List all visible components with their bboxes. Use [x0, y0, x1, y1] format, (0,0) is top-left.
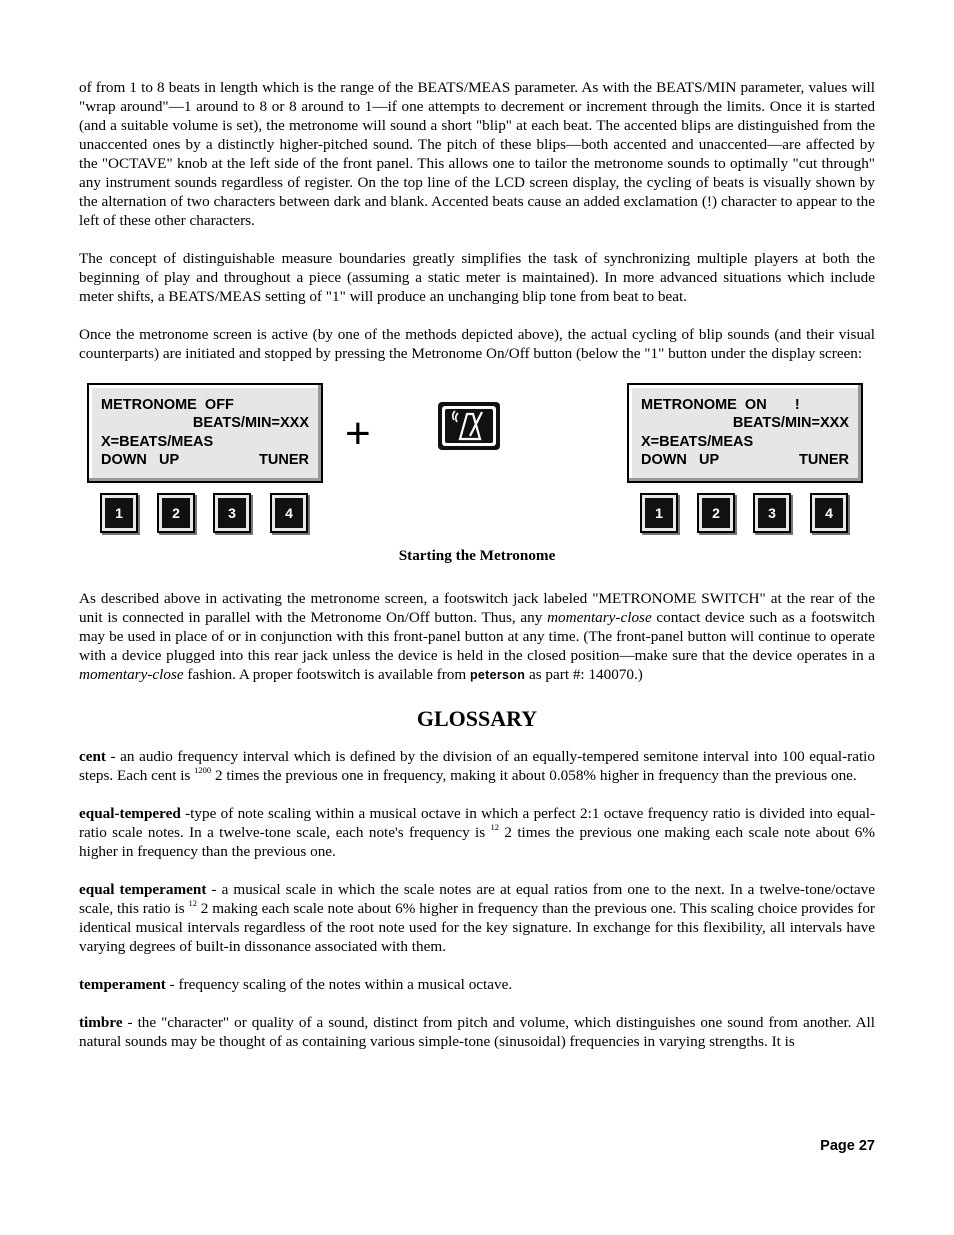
figure-caption: Starting the Metronome	[398, 547, 556, 564]
key-label: 1	[115, 505, 123, 521]
key-3-button[interactable]	[753, 493, 791, 533]
text-run: -type of note scaling within a musical octave in which a perfect 2:1 octave frequency ratio is divided into equal-ratio scale notes. In a twelve-tone scale, each note's frequency is	[79, 805, 875, 841]
text-run: as part #: 140070.)	[525, 666, 643, 683]
lcd-line-1: METRONOME OFF	[101, 397, 234, 413]
text-run: fashion. A proper footswitch is available from	[183, 666, 470, 683]
lcd-line-4-left: DOWN UP	[101, 452, 180, 468]
key-2-button[interactable]	[697, 493, 735, 533]
emphasis-text: momentary-close	[79, 666, 184, 683]
text-run: 2 times the previous one making each scale note about 6% higher in frequency than the previous one.	[79, 824, 875, 860]
text-run: - a musical scale in which the scale notes are at equal ratios from one to the next. In a twelve-tone/octave scale, this ratio is	[79, 881, 875, 917]
glossary-heading: GLOSSARY	[416, 706, 538, 731]
glossary-entry-timbre	[79, 1013, 875, 1051]
lcd-metronome-on	[627, 383, 863, 483]
lcd-line-4-right: TUNER	[259, 452, 309, 468]
starting-metronome-figure	[79, 383, 875, 569]
key-1-button[interactable]	[640, 493, 678, 533]
key-label: 3	[768, 505, 776, 521]
lcd-line-3: X=BEATS/MEAS	[641, 434, 754, 450]
text-run: 2 times the previous one in frequency, making it about 0.058% higher in frequency than the previous one.	[211, 767, 857, 784]
glossary-entry-temperament	[79, 975, 875, 994]
metronome-icon	[436, 400, 502, 452]
paragraph-measure-boundaries: The concept of distinguishable measure boundaries greatly simplifies the task of synchronizing multiple players at both the beginning of play and throughout a piece (assuming a static meter is maintained). In more advanced situations which include meter shifts, a BEATS/MEAS setting of "1" will produce an unchanging blip tone from beat to beat.	[79, 250, 875, 305]
paragraph-metronome-button: Once the metronome screen is active (by one of the methods depicted above), the actual cycling of blip sounds (and their visual counterparts) are initiated and stopped by pressing the Metronome On/Off button (below the "1" button under the display screen:	[79, 326, 875, 362]
brand-logo-text: peterson	[469, 668, 526, 682]
glossary-term: temperament	[79, 976, 166, 993]
glossary-term: equal-tempered	[79, 805, 181, 822]
glossary-entry-cent	[79, 747, 875, 785]
key-label: 3	[228, 505, 236, 521]
emphasis-text: momentary-close	[547, 609, 652, 626]
root-index: 1200	[194, 765, 212, 775]
lcd-line-2: BEATS/MIN=XXX	[192, 415, 309, 431]
lcd-line-4-left: DOWN UP	[641, 452, 720, 468]
key-label: 2	[712, 505, 720, 521]
key-label: 1	[655, 505, 663, 521]
glossary-term: equal temperament	[79, 881, 207, 898]
key-label: 4	[285, 505, 293, 521]
page-number: Page 27	[820, 1138, 875, 1154]
key-4-button[interactable]	[270, 493, 308, 533]
key-1-button[interactable]	[100, 493, 138, 533]
key-4-button[interactable]	[810, 493, 848, 533]
plus-sign: +	[345, 409, 371, 458]
glossary-term: timbre	[79, 1014, 123, 1031]
glossary-term: cent	[79, 748, 106, 765]
key-label: 2	[172, 505, 180, 521]
key-label: 4	[825, 505, 833, 521]
metronome-onoff-button[interactable]	[436, 400, 502, 452]
lcd-line-4-right: TUNER	[799, 452, 849, 468]
root-index: 12	[188, 898, 197, 908]
paragraph-footswitch	[79, 589, 875, 685]
root-index: 12	[490, 822, 500, 832]
key-2-button[interactable]	[157, 493, 195, 533]
key-3-button[interactable]	[213, 493, 251, 533]
page-content	[79, 78, 875, 1051]
lcd-metronome-off	[87, 383, 323, 483]
text-run: As described above in activating the metronome screen, a footswitch jack labeled "METRONOME SWITCH" at the rear of the unit is connected in parallel with the Metronome On/Off button. Thus, any	[79, 590, 875, 626]
text-run: - the "character" or quality of a sound, distinct from pitch and volume, which distinguishes one sound from another. All natural sounds may be thought of as containing various simple-tone (sinusoidal) frequencies in varying strengths. It is	[79, 1014, 875, 1050]
lcd-line-3: X=BEATS/MEAS	[101, 434, 214, 450]
paragraph-beats-meas: of from 1 to 8 beats in length which is the range of the BEATS/MEAS parameter. As with the BEATS/MIN parameter, values will "wrap around"—1 around to 8 or 8 around to 1—if one attempts to decrement or increment through the limits. Once it is started (and a suitable volume is set), the metronome will sound a short "blip" at each beat. The accented blips are distinguished from the unaccented ones by a distinctly higher-pitched sound. The pitch of these blips—both accented and unaccented—are affected by the "OCTAVE" knob at the left side of the front panel. This allows one to tailor the metronome sounds to optimally "cut through" any instrument sounds regardless of register. On the top line of the LCD screen display, the cycling of beats is visually shown by the alternation of two characters between dark and blank. Accented beats cause an added exclamation (!) character to appear to the left of these other characters.	[79, 79, 875, 229]
text-run: 2 making each scale note about 6% higher in frequency than the previous one. This scaling choice provides for identical musical intervals regardless of the root note used for the key signature. In exchange for this flexibility, all intervals have varying degrees of built-in dissonance associated with them.	[79, 900, 875, 955]
glossary-entry-equal-temperament	[79, 880, 875, 956]
text-run: contact device such as a footswitch may be used in place of or in conjunction with this front-panel button at any time. (The front-panel button will continue to operate with a device plugged into this rear jack unless the device is held in the closed position—make sure that the device operates in a	[79, 609, 876, 664]
text-run: - an audio frequency interval which is defined by the division of an equally-tempered semitone interval into 100 equal-ratio steps. Each cent is	[79, 748, 875, 784]
lcd-line-2: BEATS/MIN=XXX	[732, 415, 849, 431]
lcd-line-1: METRONOME ON !	[641, 397, 800, 413]
text-run: - frequency scaling of the notes within a musical octave.	[165, 976, 513, 993]
glossary-entry-equal-tempered	[79, 804, 875, 861]
